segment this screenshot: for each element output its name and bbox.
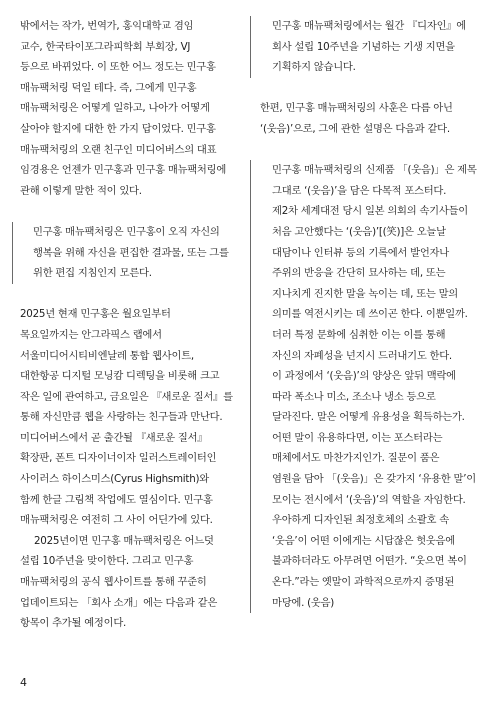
text-line: 등으로 바뀌었다. 이 또한 어느 정도는 민구홍 bbox=[20, 61, 216, 74]
text-line: 마당에. (웃음) bbox=[272, 596, 335, 609]
spacer bbox=[260, 140, 485, 161]
text-line: 밖에서는 작가, 번역가, 홍익대학교 겸임 bbox=[20, 20, 194, 32]
block-quote-top bbox=[250, 16, 485, 78]
text-line: 업데이트되는 「회사 소개」에는 다음과 같은 bbox=[20, 596, 218, 609]
spacer bbox=[20, 201, 246, 222]
text-line: 2025년이면 민구홍 매뉴팩처링은 어느덧 bbox=[34, 534, 214, 547]
text-line: 민구홍 매뉴팩처링에서는 월간 『디자인』에 bbox=[272, 20, 467, 32]
text-line: 행복을 위해 자신을 편집한 결과물, 또는 그를 bbox=[33, 246, 229, 259]
text-line: 더러 특정 문화에 심취한 이는 이를 통해 bbox=[272, 328, 446, 341]
text-line: 불과하더라도 아무려면 어떤가. “웃으면 복이 bbox=[272, 555, 467, 568]
text-line: 기획하지 않습니다. bbox=[272, 61, 356, 74]
text-line: 따라 폭소나 미소, 조소나 냉소 등으로 bbox=[272, 390, 436, 403]
right-column bbox=[260, 16, 485, 613]
spacer bbox=[260, 78, 485, 99]
text-line: 사이러스 하이스미스(Cyrus Highsmith)와 bbox=[20, 473, 209, 486]
text-line: 확장판, 폰트 디자이너이자 일러스트레이터인 bbox=[20, 452, 217, 465]
paragraph-2025 bbox=[20, 304, 246, 531]
text-line: 통해 자신만큼 웹을 사랑하는 친구들과 만난다. bbox=[20, 411, 223, 424]
text-line: 함께 한글 그림책 작업에도 열심이다. 민구홍 bbox=[20, 493, 213, 506]
text-line: 설립 10주년을 맞이한다. 그리고 민구홍 bbox=[20, 555, 194, 568]
text-line: 주위의 반응을 간단히 묘사하는 데, 또는 bbox=[272, 267, 446, 280]
text-line: 살아야 할지에 대한 한 가지 답이었다. 민구홍 bbox=[20, 122, 216, 135]
paragraph-motto bbox=[260, 98, 485, 139]
text-line: ‘(웃음)’으로, 그에 관한 설명은 다음과 같다. bbox=[260, 122, 450, 135]
text-line: 민구홍 매뉴팩처링은 민구홍이 오직 자신의 bbox=[33, 225, 220, 238]
text-line: 이 과정에서 ‘(웃음)’의 양상은 앞뒤 맥락에 bbox=[272, 370, 456, 383]
text-line: 우아하게 디자인된 최정호체의 소괄호 속 bbox=[272, 514, 449, 527]
text-line: 달라진다. 말은 어떻게 유용성을 획득하는가. bbox=[272, 411, 465, 424]
text-line: 제2차 세계대전 당시 일본 의회의 속기사들이 bbox=[272, 205, 468, 218]
text-line: 작은 일에 관여하고, 금요일은 『새로운 질서』를 bbox=[20, 390, 233, 403]
text-line: 의미를 역전시키는 데 쓰이곤 한다. 이뿐일까. bbox=[272, 308, 468, 321]
text-line: 모이는 전시에서 ‘(웃음)’의 역할을 자임한다. bbox=[272, 493, 466, 506]
text-line: 대담이나 인터뷰 등의 기록에서 발언자나 bbox=[272, 246, 449, 259]
text-line: 지나치게 진지한 말을 녹이는 데, 또는 말의 bbox=[272, 287, 459, 300]
block-quote-explanation bbox=[250, 160, 485, 613]
text-line: 자신의 자폐성을 넌지시 드러내기도 한다. bbox=[272, 349, 452, 362]
text-line: 목요일까지는 안그라픽스 랩에서 bbox=[20, 328, 162, 341]
left-column bbox=[20, 16, 246, 634]
text-line: 대한항공 디지털 모닝캄 디렉팅을 비롯해 크고 bbox=[20, 370, 220, 383]
text-line: 미디어버스에서 곧 출간될 『새로운 질서』 bbox=[20, 431, 208, 444]
text-line: 임경용은 언젠가 민구홍과 민구홍 매뉴팩처링에 bbox=[20, 164, 227, 177]
text-line: 매뉴팩처링 덕일 테다. 즉, 그에게 민구홍 bbox=[20, 81, 197, 94]
text-line: ‘웃음’이 어떤 이에게는 시답잖은 헛웃음에 bbox=[272, 534, 455, 547]
text-line: 2025년 현재 민구홍은 월요일부터 bbox=[20, 308, 171, 321]
text-line: 회사 설립 10주년을 기념하는 기생 지면을 bbox=[272, 40, 455, 53]
text-line: 매체에서도 마찬가지인가. 질문이 품은 bbox=[272, 452, 440, 465]
text-line: 매뉴팩처링은 어떻게 일하고, 나아가 어떻게 bbox=[20, 102, 210, 115]
text-line: 매뉴팩처링은 여전히 그 사이 어딘가에 있다. bbox=[20, 514, 213, 527]
text-line: 한편, 민구홍 매뉴팩처링의 사훈은 다름 아닌 bbox=[260, 102, 453, 115]
intro-paragraph bbox=[20, 16, 246, 201]
text-line: 어떤 말이 유용하다면, 이는 포스터라는 bbox=[272, 431, 443, 444]
spacer bbox=[20, 284, 246, 305]
text-line: 처음 고안했다는 ‘(웃음)’[(笑)]은 오늘날 bbox=[272, 225, 446, 238]
text-line: 항목이 추가될 예정이다. bbox=[20, 617, 127, 630]
text-line: 민구홍 매뉴팩처링의 신제품 「(웃음)」은 제목 bbox=[272, 164, 477, 177]
text-line: 위한 편집 지침인지 모른다. bbox=[33, 267, 152, 280]
text-line: 염원을 담아 「(웃음)」은 갖가지 ‘유용한 말’이 bbox=[272, 473, 476, 486]
text-line: 교수, 한국타이포그라피학회 부회장, VJ bbox=[20, 40, 191, 53]
paragraph-anniversary bbox=[20, 531, 246, 634]
text-line: 서울미디어시티비엔날레 통합 웹사이트, bbox=[20, 349, 194, 362]
text-line: 매뉴팩처링의 오랜 친구인 미디어버스의 대표 bbox=[20, 143, 217, 156]
block-quote bbox=[12, 222, 246, 284]
text-line: 매뉴팩처링의 공식 웹사이트를 통해 꾸준히 bbox=[20, 576, 207, 589]
text-line: 관해 이렇게 말한 적이 있다. bbox=[20, 184, 142, 197]
text-line: 그대로 ‘(웃음)’을 담은 다목적 포스터다. bbox=[272, 184, 447, 197]
text-line: 온다.”라는 옛말이 과학적으로까지 증명된 bbox=[272, 576, 455, 589]
page-number: 4 bbox=[20, 676, 27, 689]
